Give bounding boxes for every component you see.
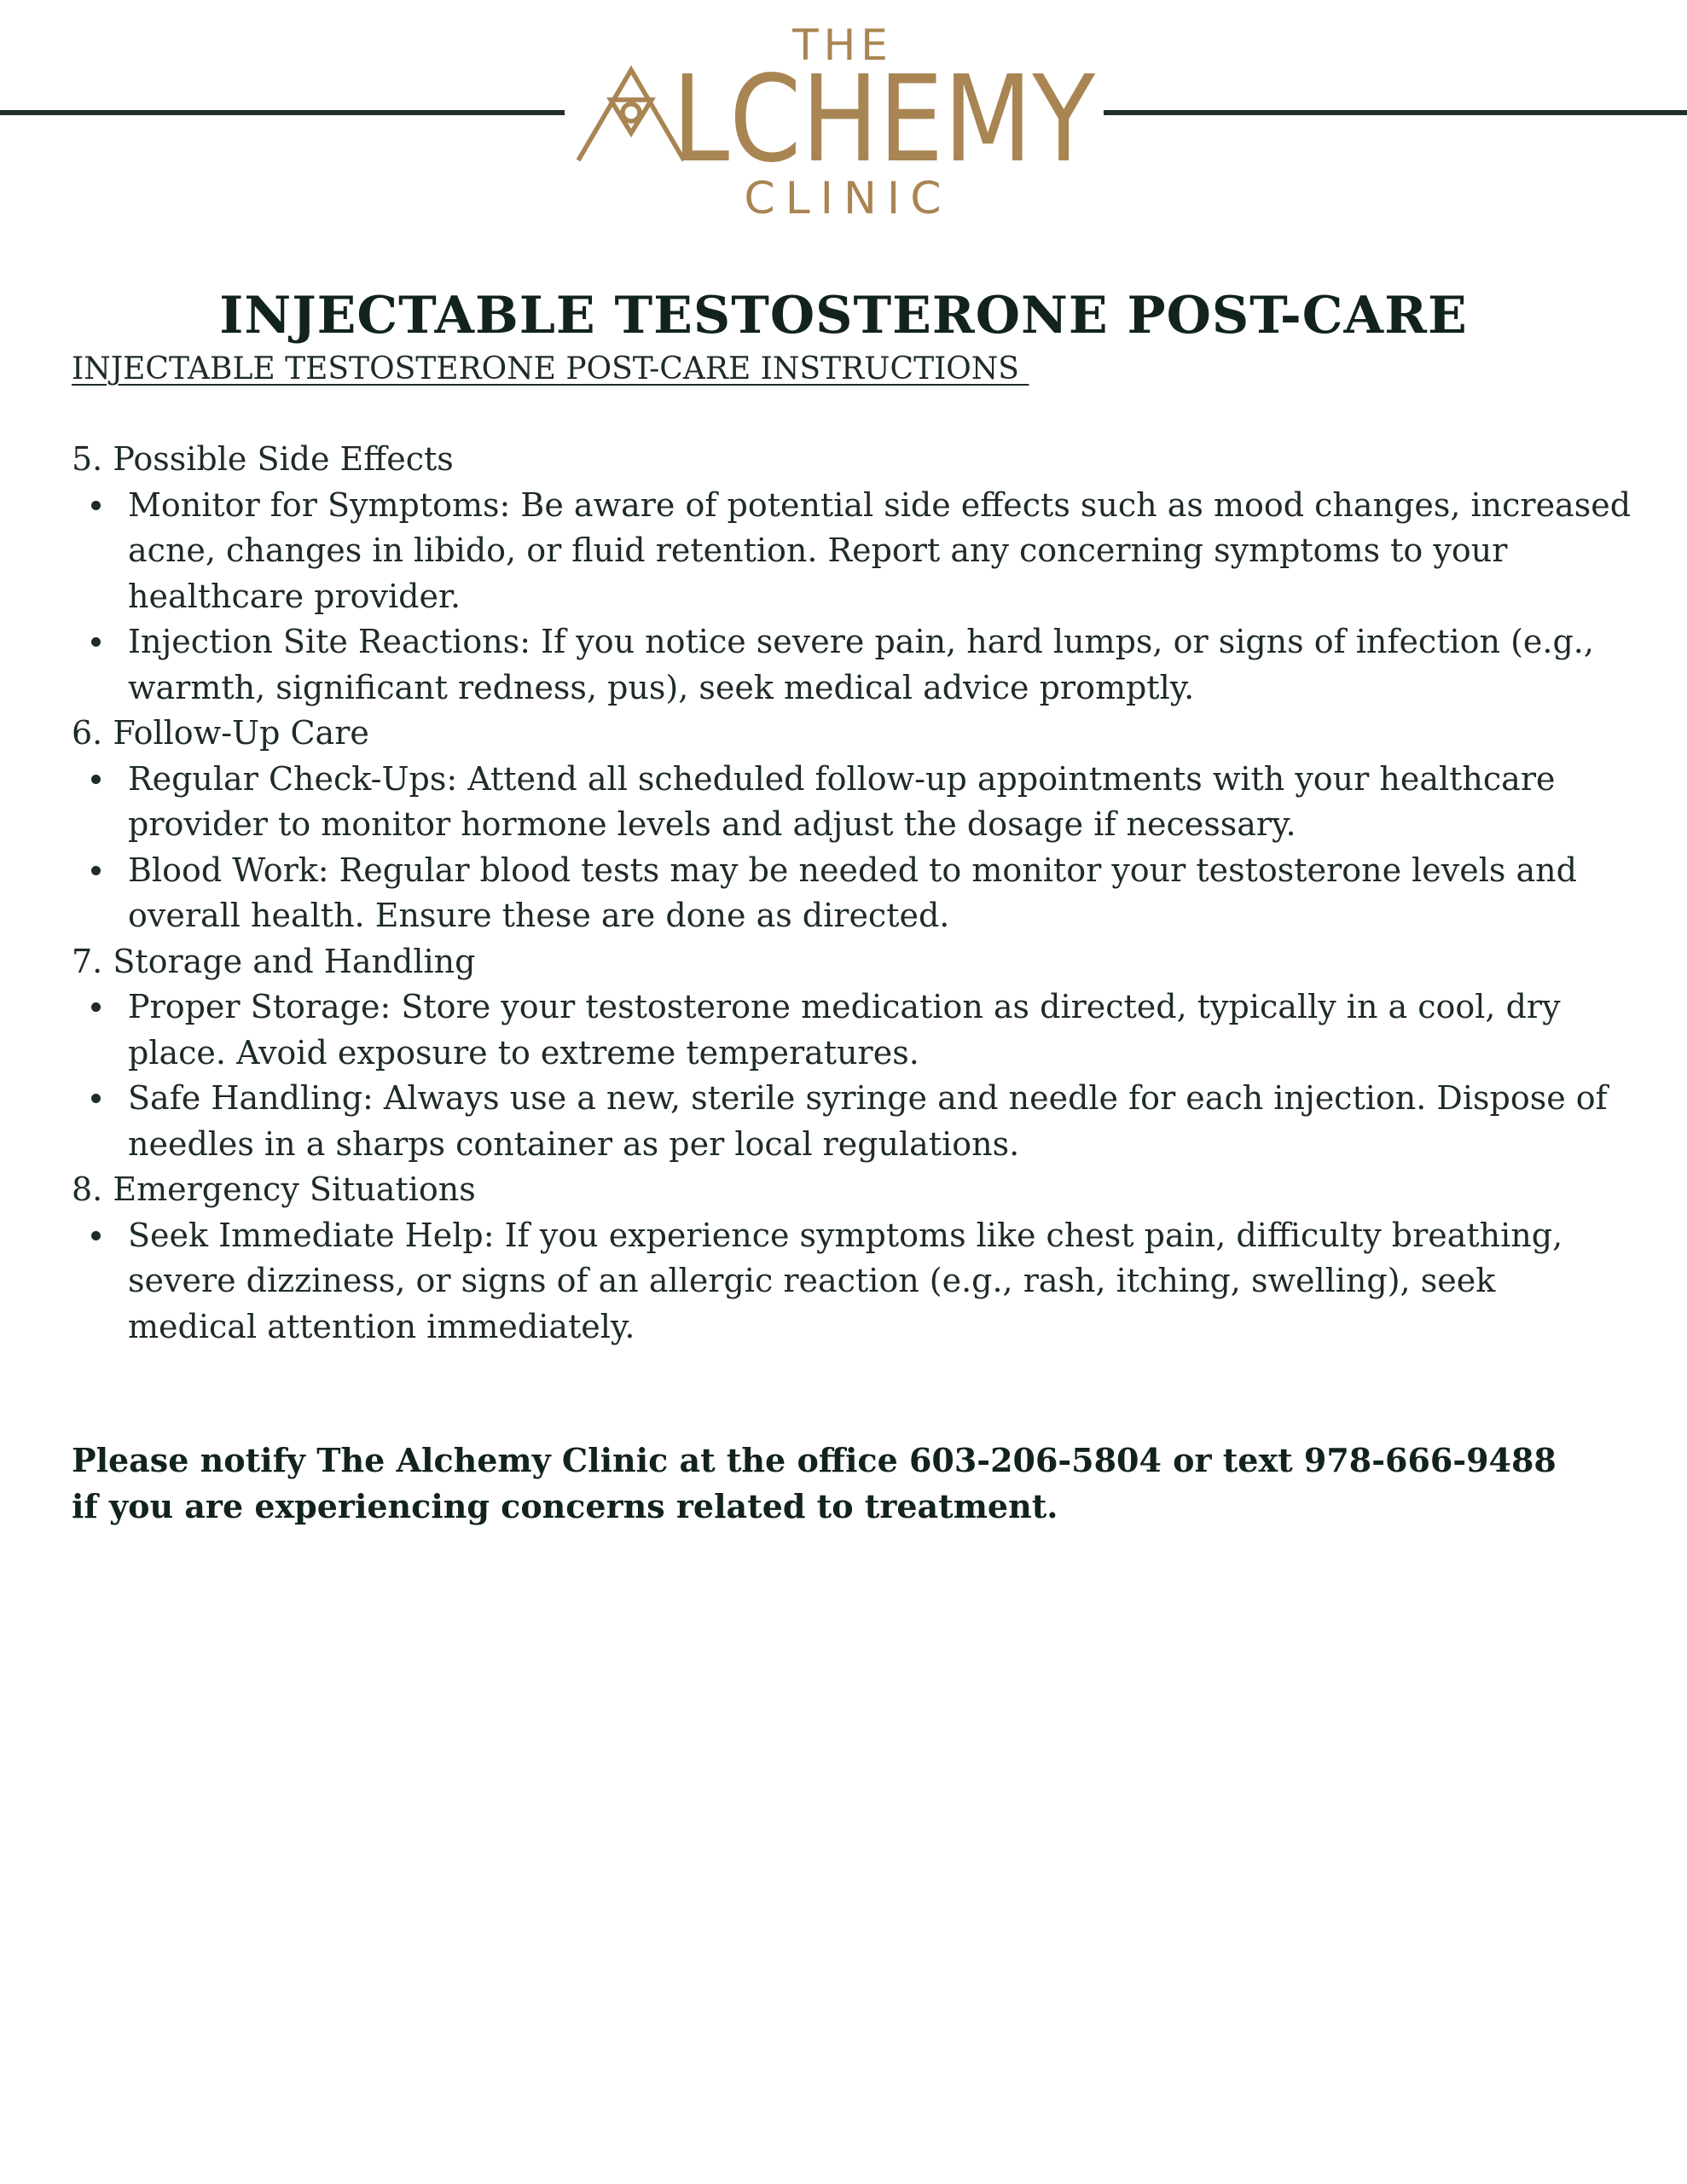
bullet-icon	[91, 1002, 101, 1012]
logo-triangle-mark	[578, 70, 684, 160]
instructions-subtitle: INJECTABLE TESTOSTERONE POST-CARE INSTRUCTIONS	[72, 351, 1029, 386]
header-rule-left	[0, 110, 565, 115]
section-item-list	[72, 757, 1632, 939]
bullet-icon	[91, 637, 101, 647]
section-item-list	[72, 1213, 1632, 1350]
section-heading: 6. Follow-Up Care	[72, 714, 369, 752]
instruction-section	[72, 1167, 1632, 1350]
list-item	[72, 985, 1632, 1076]
list-item-text: Monitor for Symptoms: Be aware of potential side effects such as mood changes, increased acne, changes in libido, or fluid retention. Report any concerning symptoms to your healthcare provider.	[128, 485, 1632, 615]
list-item	[72, 757, 1632, 848]
list-item-text: Safe Handling: Always use a new, sterile syringe and needle for each injection. Dispose of needles in a sharps container as per local regulations.	[128, 1079, 1608, 1163]
document-header	[0, 0, 1687, 230]
list-item-text: Blood Work: Regular blood tests may be needed to monitor your testosterone levels and overall health. Ensure these are done as directed.	[128, 851, 1577, 934]
bullet-icon	[91, 501, 101, 510]
alchemy-clinic-logo	[570, 12, 1104, 225]
bullet-icon	[91, 1231, 101, 1240]
list-item	[72, 848, 1632, 939]
section-item-list	[72, 985, 1632, 1167]
list-item	[72, 1213, 1632, 1350]
header-rule-right	[1104, 110, 1687, 115]
page-title: INJECTABLE TESTOSTERONE POST-CARE	[219, 286, 1468, 346]
instruction-section	[72, 939, 1632, 1168]
list-item	[72, 1076, 1632, 1167]
instructions-content	[72, 437, 1632, 1350]
list-item-text: Regular Check-Ups: Attend all scheduled follow-up appointments with your healthcare provider to monitor hormone levels and adjust the dosage if necessary.	[128, 759, 1556, 843]
logo-text-main: LCHEMY	[672, 50, 1096, 189]
section-heading: 7. Storage and Handling	[72, 942, 476, 980]
list-item	[72, 483, 1632, 620]
contact-notice: Please notify The Alchemy Clinic at the office 603-206-5804 or text 978-666-9488 if you are experiencing concerns related to treatment.	[72, 1441, 1557, 1525]
list-item-text: Proper Storage: Store your testosterone medication as directed, typically in a cool, dry place. Avoid exposure to extreme temperatures.	[128, 988, 1561, 1072]
list-item-text: Injection Site Reactions: If you notice severe pain, hard lumps, or signs of infection (e.g., warmth, significant redness, pus), seek medical advice promptly.	[128, 623, 1594, 706]
logo-text-top: THE	[792, 20, 893, 70]
section-heading: 5. Possible Side Effects	[72, 440, 454, 478]
bullet-icon	[91, 775, 101, 784]
bullet-icon	[91, 1094, 101, 1103]
list-item-text: Seek Immediate Help: If you experience symptoms like chest pain, difficulty breathing, severe dizziness, or signs of an allergic reaction (e.g., rash, itching, swelling), seek medical attention immediately.	[128, 1216, 1563, 1345]
list-item	[72, 619, 1632, 711]
instruction-section	[72, 437, 1632, 711]
instruction-section	[72, 711, 1632, 939]
logo-text-bottom: CLINIC	[744, 173, 952, 224]
bullet-icon	[91, 866, 101, 875]
section-heading: 8. Emergency Situations	[72, 1170, 476, 1208]
section-item-list	[72, 483, 1632, 712]
